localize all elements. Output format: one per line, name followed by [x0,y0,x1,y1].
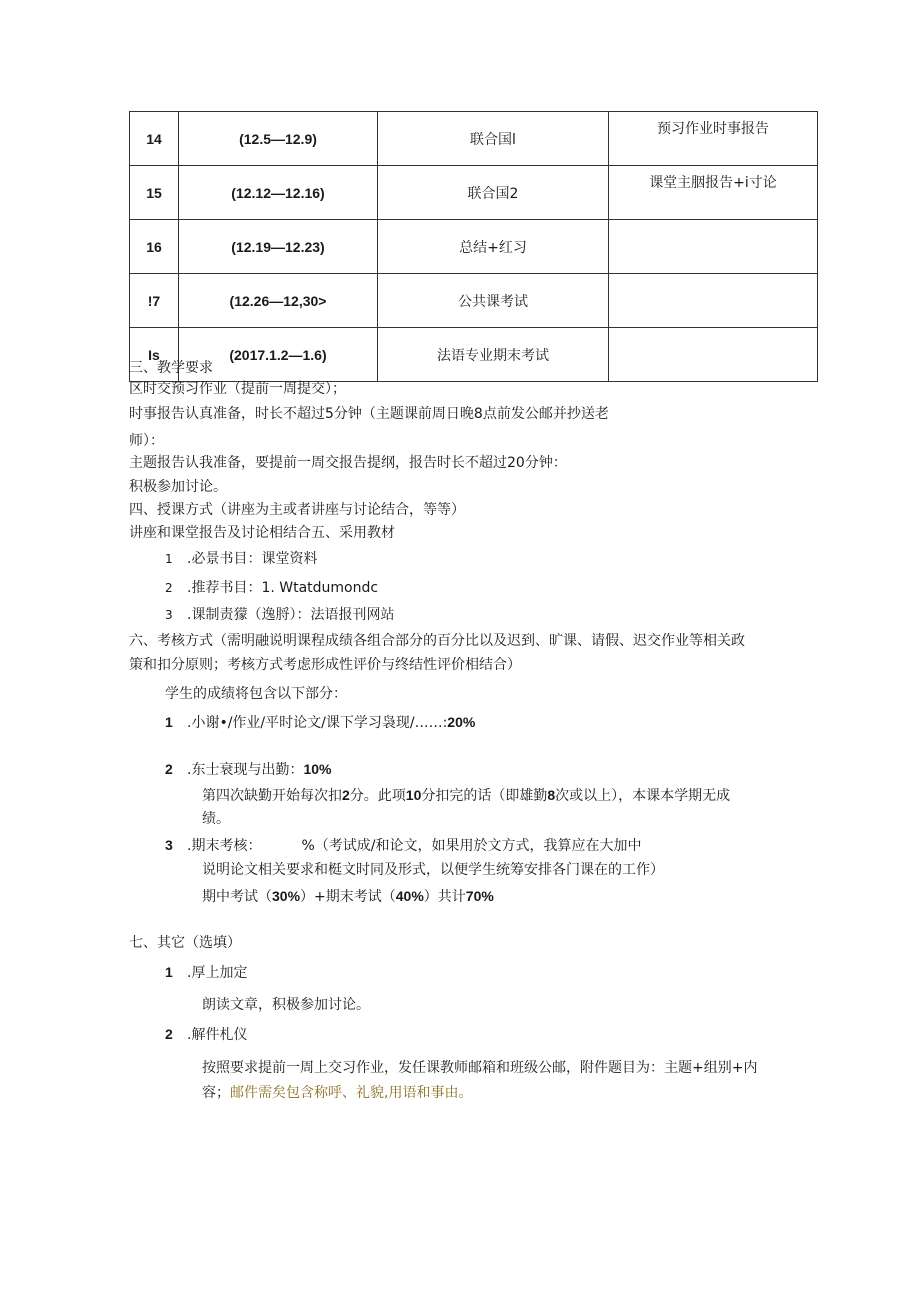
section-3-title: 三、教学要求 [129,360,213,376]
item-number: 3 [165,608,173,622]
other-item-1 [165,962,247,983]
desc-num: 30% [272,888,301,904]
other-item-2-desc: 按照要求提前一周上交习作业，发任课教师邮箱和班级公邮，附件题目为：主题+组别+内 [202,1060,758,1076]
other-item-1-desc: 朗读文章，积极参加讨论。 [202,997,370,1013]
dates-cell: (12.26—12,30> [179,274,378,328]
note-cell: 预习作业时事报告 [609,112,818,166]
week-cell: Is [130,328,179,382]
schedule-row [130,220,818,274]
item-number: 3 [165,837,173,853]
item-number: 1 [165,714,173,730]
desc-text: 次或以上），本课本学期无成 [555,788,731,804]
note-cell [609,220,818,274]
grade-item-3 [165,835,641,856]
item-percent: 10% [303,761,332,777]
week-cell: 16 [130,220,179,274]
item-number: 2 [165,1026,173,1042]
dates-cell: (12.5—12.9) [179,112,378,166]
desc-num: 8 [547,787,556,803]
desc-text: ）共计 [423,889,466,905]
schedule-row [130,112,818,166]
topic-cell: 总结+红习 [378,220,609,274]
desc-num: 2 [342,787,350,803]
topic-cell: 联合国l [378,112,609,166]
item-number: 1 [165,552,173,566]
desc-text: ）+期末考试（ [300,889,396,905]
dates-cell: (12.19—12.23) [179,220,378,274]
item-text: .东士衰现与出勤： [187,762,304,778]
textbook-item [165,578,378,598]
textbook-item [165,549,317,569]
dates-cell: (12.12—12.16) [179,166,378,220]
item-text: .必景书目：课堂资料 [187,551,318,567]
item-text: .推荐书目：1. Wtatdumondc [187,580,379,596]
section-6-title-2: 策和扣分原则；考核方式考虑形成性评价与终结性评价相结合） [129,657,521,673]
other-item-2 [165,1024,247,1045]
item-text: .解件札仪 [187,1027,248,1043]
desc-text: 第四次缺勤开始每次扣 [202,788,342,804]
schedule-row [130,274,818,328]
grade-item-2-desc [202,785,730,806]
topic-cell: 公共课考试 [378,274,609,328]
week-cell: 14 [130,112,179,166]
s3-line-1: 区时交预习作业（提前一周提交）； [129,381,346,397]
week-cell: !7 [130,274,179,328]
desc-num: 10 [405,787,422,803]
s3-line-3: 师）： [129,433,164,449]
week-cell: 15 [130,166,179,220]
s4-line-1: 讲座和课堂报告及讨论相结合五、采用教材 [129,525,395,541]
item-percent: 20% [447,714,476,730]
schedule-row [130,166,818,220]
grade-item-3-desc: 说明论文相关要求和梃文时同及形式，以便学生统筹安排各门课在的工作） [202,862,664,878]
topic-cell: 联合国2 [378,166,609,220]
desc-num: 70% [465,888,494,904]
dates-cell: (2017.1.2—1.6) [179,328,378,382]
item-number: 2 [165,761,173,777]
desc-text: 容； [202,1085,230,1101]
section-4-title: 四、授课方式（讲座为主或者讲座与讨论结合，等等） [129,502,465,518]
desc-text: 分扣完的话（即雄勤 [421,788,548,804]
s6-intro: 学生的成绩将包含以下部分： [165,686,347,702]
grade-item-2 [165,759,331,780]
textbook-item [165,605,394,625]
item-number: 1 [165,964,173,980]
section-7-title: 七、其它（选填） [129,935,241,951]
s3-line-4: 主题报告认我准备，要提前一周交报告提纲，报告时长不超过20分钟： [129,455,567,471]
topic-cell: 法语专业期末考试 [378,328,609,382]
s3-line-5: 积极参加讨论。 [129,479,227,495]
section-6-title: 六、考核方式（需明融说明课程成绩各组合部分的百分比以及迟到、旷课、请假、迟交作业等相关政 [129,633,745,649]
grade-item-3-total [202,886,494,907]
schedule-row [130,328,818,382]
item-text: .厚上加定 [187,965,248,981]
grade-item-1 [165,712,475,733]
item-text: %（考试成/和论文，如果用於文方式，我算应在大加中 [301,838,642,854]
other-item-2-desc-2 [202,1083,472,1103]
desc-text: 分。此项 [349,788,406,804]
item-text: .小谢•/作业/平时论文/课下学习袅现/……: [187,715,448,731]
note-cell [609,274,818,328]
note-cell [609,328,818,382]
item-number: 2 [165,581,173,595]
grade-item-2-desc-2: 绩。 [202,811,230,827]
item-text: .期末考核： [187,838,262,854]
item-text: .课制责獴（逸脟）：法语报刊网站 [187,607,395,623]
desc-num: 40% [395,888,424,904]
note-cell: 课堂主胭报告+i寸论 [609,166,818,220]
desc-highlight: 邮件需矣包含称呼、礼貌,用语和事由。 [230,1085,473,1101]
s3-line-2: 时事报告认真准备，时长不超过5分钟（主题课前周日晚8点前发公邮并抄送老 [129,406,609,422]
desc-text: 期中考试（ [202,889,272,905]
schedule-table [129,111,818,382]
